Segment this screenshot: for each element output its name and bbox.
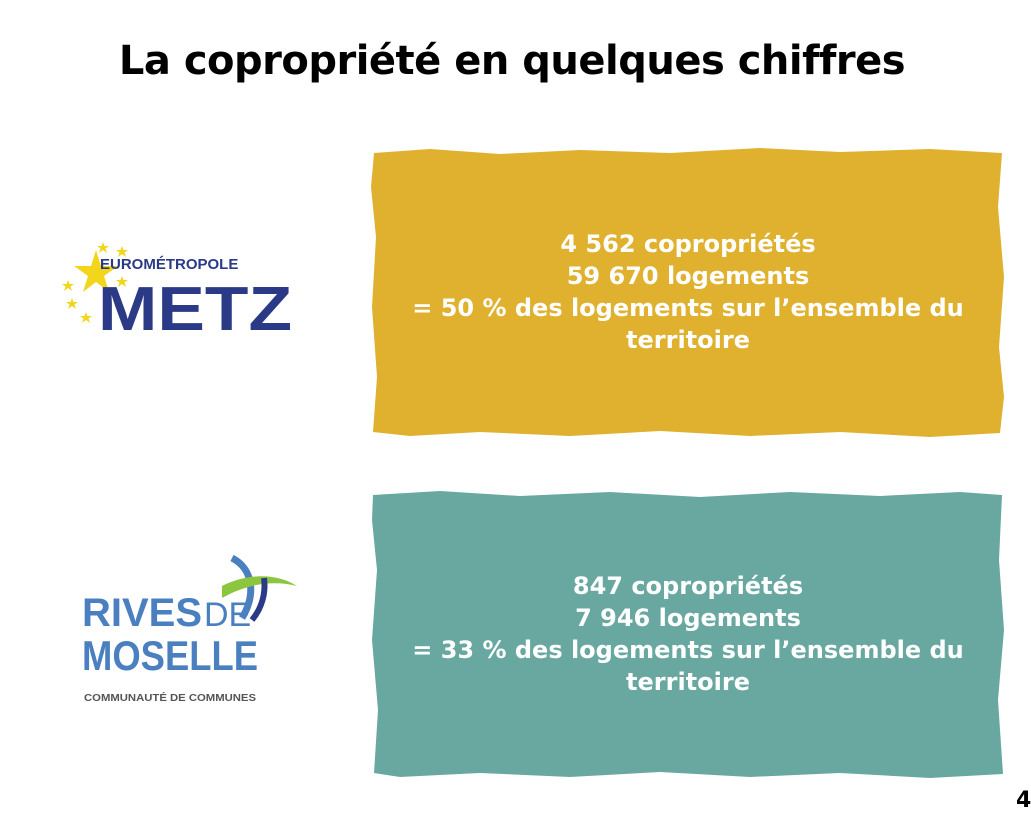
rives-stats-card	[370, 490, 1006, 778]
stat-logements: 59 670 logements	[566, 262, 810, 290]
logo-text-rives: RIVES	[82, 591, 203, 635]
stat-percentage: = 50 % des logements sur l’ensemble du territoire	[412, 294, 964, 354]
page-number: 4	[1016, 788, 1031, 813]
logo-text-moselle: MOSELLE	[82, 632, 258, 679]
metz-stats-card	[370, 147, 1006, 437]
rives-de-moselle-logo	[82, 548, 312, 708]
stat-coproprietes: 847 copropriétés	[572, 572, 804, 600]
star-icon	[97, 242, 109, 253]
logo-swoosh	[222, 576, 297, 598]
stat-coproprietes: 4 562 copropriétés	[560, 230, 816, 258]
logo-text-top: EUROMÉTROPOLE	[100, 256, 239, 273]
logo-text-main: METZ	[98, 275, 292, 344]
logo-text-de: DE	[204, 596, 252, 634]
logo-subtitle: COMMUNAUTÉ DE COMMUNES	[84, 693, 237, 704]
star-icon	[80, 312, 92, 323]
stat-logements: 7 946 logements	[575, 604, 801, 632]
star-icon	[66, 298, 78, 309]
stat-percentage: = 33 % des logements sur l’ensemble du territoire	[412, 636, 964, 696]
page-title: La copropriété en quelques chiffres	[118, 38, 906, 84]
eurometropole-metz-logo	[58, 236, 298, 344]
star-icon	[62, 280, 74, 291]
